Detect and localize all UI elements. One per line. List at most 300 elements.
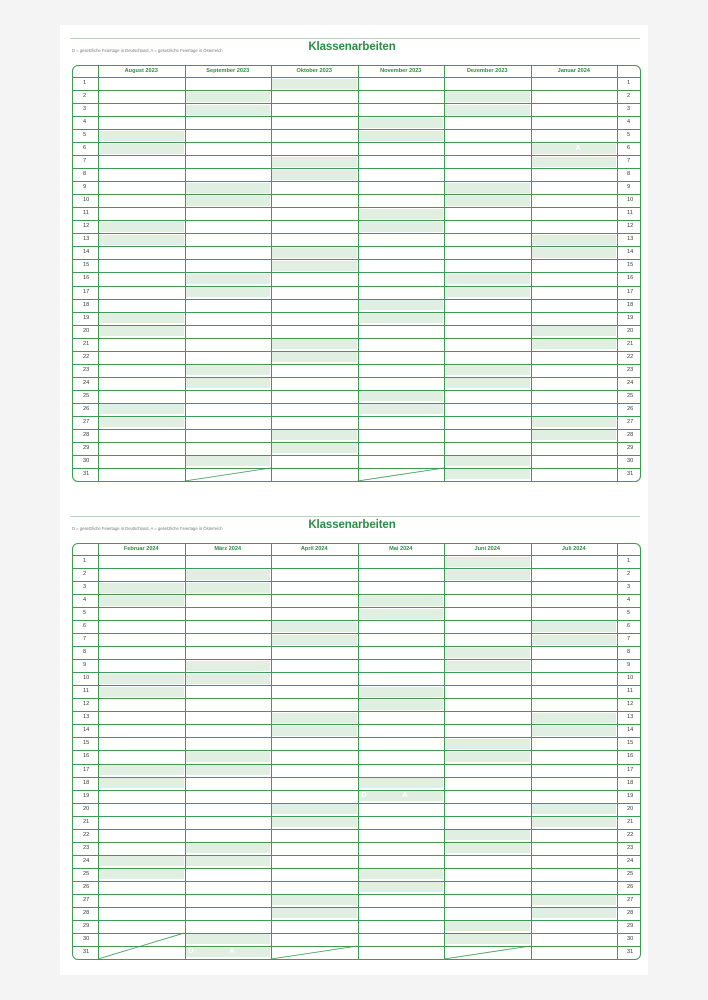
weekend-shade bbox=[99, 674, 184, 684]
weekend-shade bbox=[445, 934, 530, 944]
weekend-shade bbox=[99, 131, 184, 141]
weekend-shade bbox=[532, 908, 617, 918]
row-rule bbox=[73, 803, 640, 804]
weekend-shade bbox=[445, 365, 530, 375]
row-rule bbox=[73, 246, 640, 247]
day-number-left: 4 bbox=[83, 597, 87, 604]
day-number-right: 5 bbox=[627, 610, 631, 617]
day-number-right: 24 bbox=[627, 379, 634, 386]
weekend-shade bbox=[272, 261, 357, 271]
day-number-right: 19 bbox=[627, 792, 634, 799]
column-rule bbox=[617, 544, 618, 959]
weekend-shade bbox=[445, 557, 530, 567]
weekend-shade bbox=[359, 391, 444, 401]
day-number-left: 15 bbox=[83, 262, 90, 269]
page-title: Klassenarbeiten bbox=[308, 41, 396, 53]
weekend-shade bbox=[445, 456, 530, 466]
column-rule bbox=[271, 544, 272, 959]
day-number-left: 24 bbox=[83, 379, 90, 386]
weekend-shade bbox=[272, 443, 357, 453]
day-number-right: 1 bbox=[627, 80, 631, 86]
weekend-shade bbox=[99, 765, 184, 775]
weekend-shade bbox=[99, 313, 184, 323]
weekend-shade bbox=[445, 661, 530, 671]
row-rule bbox=[73, 286, 640, 287]
weekend-shade bbox=[532, 157, 617, 167]
day-number-right: 30 bbox=[627, 457, 634, 464]
weekend-shade bbox=[272, 352, 357, 362]
day-number-left: 18 bbox=[83, 779, 90, 786]
row-rule bbox=[73, 312, 640, 313]
weekend-shade bbox=[445, 570, 530, 580]
weekend-shade bbox=[359, 700, 444, 710]
weekend-shade bbox=[186, 661, 271, 671]
column-rule bbox=[444, 544, 445, 959]
weekend-shade bbox=[532, 804, 617, 814]
calendar-page bbox=[60, 25, 648, 975]
day-number-left: 2 bbox=[83, 571, 87, 578]
day-number-right: 19 bbox=[627, 314, 634, 321]
weekend-shade bbox=[186, 378, 271, 388]
weekend-shade bbox=[272, 713, 357, 723]
weekend-shade bbox=[359, 222, 444, 232]
row-rule bbox=[73, 777, 640, 778]
day-number-left: 8 bbox=[83, 171, 87, 178]
strike-line bbox=[271, 946, 358, 959]
day-number-left: 11 bbox=[83, 688, 89, 695]
calendar-grid bbox=[72, 543, 641, 960]
weekend-shade bbox=[445, 921, 530, 931]
weekend-shade bbox=[359, 209, 444, 219]
month-header: März 2024 bbox=[214, 546, 242, 552]
row-rule bbox=[73, 181, 640, 182]
weekend-shade bbox=[445, 830, 530, 840]
row-rule bbox=[73, 403, 640, 404]
weekend-shade bbox=[445, 469, 530, 479]
holiday-mark-a: A bbox=[489, 392, 495, 400]
weekend-shade bbox=[272, 895, 357, 905]
weekend-shade bbox=[359, 404, 444, 414]
holiday-mark-d: D bbox=[188, 948, 194, 956]
holiday-mark-a: A bbox=[402, 935, 408, 943]
row-rule bbox=[73, 816, 640, 817]
day-number-right: 7 bbox=[627, 636, 631, 643]
day-number-right: 21 bbox=[627, 818, 634, 825]
holiday-mark-d: D bbox=[448, 405, 454, 413]
day-number-left: 21 bbox=[83, 818, 90, 825]
day-number-left: 12 bbox=[83, 701, 90, 708]
day-number-right: 14 bbox=[627, 727, 634, 734]
row-rule bbox=[73, 581, 640, 582]
divider-line bbox=[70, 38, 640, 39]
day-number-right: 6 bbox=[627, 623, 631, 630]
row-rule bbox=[73, 168, 640, 169]
column-rule bbox=[98, 544, 99, 959]
row-rule bbox=[73, 724, 640, 725]
day-number-right: 11 bbox=[627, 688, 633, 695]
month-header: November 2023 bbox=[380, 68, 422, 74]
column-rule bbox=[185, 66, 186, 481]
day-number-right: 2 bbox=[627, 93, 631, 100]
day-number-left: 18 bbox=[83, 301, 90, 308]
weekend-shade bbox=[445, 648, 530, 658]
day-number-left: 29 bbox=[83, 444, 90, 451]
day-number-left: 10 bbox=[83, 197, 90, 204]
weekend-shade bbox=[99, 856, 184, 866]
day-number-left: 1 bbox=[83, 558, 87, 564]
row-rule bbox=[73, 155, 640, 156]
row-rule bbox=[73, 829, 640, 830]
weekend-shade bbox=[272, 170, 357, 180]
day-number-right: 4 bbox=[627, 119, 631, 126]
weekend-shade bbox=[532, 144, 617, 154]
day-number-right: 9 bbox=[627, 662, 631, 669]
holiday-mark-d: D bbox=[361, 792, 367, 800]
row-rule bbox=[73, 711, 640, 712]
day-number-right: 17 bbox=[627, 288, 634, 295]
day-number-right: 23 bbox=[627, 844, 634, 851]
day-number-left: 13 bbox=[83, 236, 90, 243]
column-rule bbox=[271, 66, 272, 481]
day-number-right: 21 bbox=[627, 340, 634, 347]
day-number-left: 14 bbox=[83, 249, 90, 256]
day-number-left: 9 bbox=[83, 662, 87, 669]
day-number-left: 26 bbox=[83, 883, 90, 890]
day-number-left: 31 bbox=[83, 948, 90, 955]
month-header: Juni 2024 bbox=[474, 546, 500, 552]
day-number-left: 29 bbox=[83, 922, 90, 929]
day-number-right: 20 bbox=[627, 327, 634, 334]
weekend-shade bbox=[359, 131, 444, 141]
day-number-right: 9 bbox=[627, 184, 631, 191]
day-number-right: 29 bbox=[627, 922, 634, 929]
weekend-shade bbox=[272, 804, 357, 814]
day-number-right: 6 bbox=[627, 145, 631, 152]
holiday-mark-a: A bbox=[402, 79, 408, 87]
row-rule bbox=[73, 633, 640, 634]
weekend-shade bbox=[445, 105, 530, 115]
holiday-mark-a: A bbox=[575, 144, 581, 152]
header-rule bbox=[73, 555, 640, 556]
row-rule bbox=[73, 103, 640, 104]
day-number-left: 23 bbox=[83, 366, 90, 373]
month-header: Mai 2024 bbox=[389, 546, 413, 552]
day-number-right: 26 bbox=[627, 405, 634, 412]
day-number-right: 22 bbox=[627, 353, 634, 360]
row-rule bbox=[73, 455, 640, 456]
weekend-shade bbox=[532, 713, 617, 723]
holiday-mark-a: A bbox=[316, 405, 322, 413]
weekend-shade bbox=[99, 778, 184, 788]
divider-line bbox=[70, 516, 640, 517]
row-rule bbox=[73, 416, 640, 417]
day-number-right: 16 bbox=[627, 753, 634, 760]
weekend-shade bbox=[99, 144, 184, 154]
row-rule bbox=[73, 620, 640, 621]
day-number-left: 5 bbox=[83, 132, 87, 139]
day-number-right: 16 bbox=[627, 275, 634, 282]
weekend-shade bbox=[272, 157, 357, 167]
weekend-shade bbox=[445, 752, 530, 762]
weekend-shade bbox=[186, 365, 271, 375]
row-rule bbox=[73, 568, 640, 569]
weekend-shade bbox=[186, 105, 271, 115]
holiday-mark-d: D bbox=[534, 79, 540, 87]
day-number-right: 28 bbox=[627, 431, 634, 438]
weekend-shade bbox=[186, 947, 271, 957]
holiday-mark-d: D bbox=[188, 922, 194, 930]
strike-line bbox=[185, 468, 272, 481]
row-rule bbox=[73, 325, 640, 326]
weekend-shade bbox=[272, 339, 357, 349]
holiday-legend: D = gesetzliche Feiertage in Deutschland, A = gesetzliche Feiertage in Österreich bbox=[72, 526, 223, 531]
row-rule bbox=[73, 881, 640, 882]
row-rule bbox=[73, 442, 640, 443]
row-rule bbox=[73, 790, 640, 791]
day-number-right: 31 bbox=[627, 470, 634, 477]
weekend-shade bbox=[99, 222, 184, 232]
day-number-left: 19 bbox=[83, 792, 90, 799]
column-rule bbox=[98, 66, 99, 481]
day-number-left: 9 bbox=[83, 184, 87, 191]
day-number-left: 17 bbox=[83, 288, 90, 295]
holiday-mark-a: A bbox=[229, 948, 235, 956]
month-header: September 2023 bbox=[206, 68, 250, 74]
row-rule bbox=[73, 594, 640, 595]
day-number-left: 15 bbox=[83, 740, 90, 747]
row-rule bbox=[73, 390, 640, 391]
day-number-right: 22 bbox=[627, 831, 634, 838]
day-number-left: 16 bbox=[83, 275, 90, 282]
weekend-shade bbox=[445, 287, 530, 297]
day-number-right: 8 bbox=[627, 171, 631, 178]
holiday-mark-d: D bbox=[361, 661, 367, 669]
weekend-shade bbox=[532, 235, 617, 245]
day-number-right: 26 bbox=[627, 883, 634, 890]
weekend-shade bbox=[272, 817, 357, 827]
weekend-shade bbox=[186, 92, 271, 102]
weekend-shade bbox=[445, 843, 530, 853]
day-number-left: 22 bbox=[83, 831, 90, 838]
day-number-left: 27 bbox=[83, 896, 90, 903]
day-number-left: 6 bbox=[83, 623, 87, 630]
day-number-left: 21 bbox=[83, 340, 90, 347]
holiday-mark-a: A bbox=[489, 170, 495, 178]
holiday-mark-a: A bbox=[489, 405, 495, 413]
day-number-right: 27 bbox=[627, 418, 634, 425]
column-rule bbox=[617, 66, 618, 481]
row-rule bbox=[73, 659, 640, 660]
strike-line bbox=[444, 946, 531, 959]
weekend-shade bbox=[532, 726, 617, 736]
weekend-shade bbox=[532, 817, 617, 827]
weekend-shade bbox=[445, 274, 530, 284]
day-number-left: 20 bbox=[83, 327, 90, 334]
weekend-shade bbox=[532, 326, 617, 336]
weekend-shade bbox=[99, 404, 184, 414]
day-number-right: 14 bbox=[627, 249, 634, 256]
day-number-left: 1 bbox=[83, 80, 87, 86]
holiday-mark-a: A bbox=[575, 79, 581, 87]
day-number-right: 12 bbox=[627, 701, 634, 708]
holiday-mark-d: D bbox=[275, 105, 281, 113]
day-number-left: 3 bbox=[83, 584, 87, 591]
day-number-right: 25 bbox=[627, 392, 634, 399]
day-number-left: 26 bbox=[83, 405, 90, 412]
weekend-shade bbox=[99, 326, 184, 336]
weekend-shade bbox=[359, 882, 444, 892]
weekend-shade bbox=[272, 430, 357, 440]
row-rule bbox=[73, 142, 640, 143]
weekend-shade bbox=[359, 687, 444, 697]
day-number-left: 13 bbox=[83, 714, 90, 721]
weekend-shade bbox=[99, 596, 184, 606]
day-number-left: 28 bbox=[83, 909, 90, 916]
weekend-shade bbox=[359, 609, 444, 619]
weekend-shade bbox=[186, 456, 271, 466]
day-number-right: 15 bbox=[627, 740, 634, 747]
row-rule bbox=[73, 672, 640, 673]
day-number-left: 28 bbox=[83, 431, 90, 438]
header-rule bbox=[73, 77, 640, 78]
row-rule bbox=[73, 207, 640, 208]
day-number-right: 27 bbox=[627, 896, 634, 903]
day-number-left: 16 bbox=[83, 753, 90, 760]
weekend-shade bbox=[532, 622, 617, 632]
weekend-shade bbox=[272, 622, 357, 632]
row-rule bbox=[73, 90, 640, 91]
column-rule bbox=[185, 544, 186, 959]
row-rule bbox=[73, 338, 640, 339]
holiday-legend: D = gesetzliche Feiertage in Deutschland, A = gesetzliche Feiertage in Österreich bbox=[72, 48, 223, 53]
day-number-right: 23 bbox=[627, 366, 634, 373]
holiday-mark-a: A bbox=[402, 792, 408, 800]
day-number-right: 2 bbox=[627, 571, 631, 578]
day-number-left: 20 bbox=[83, 805, 90, 812]
holiday-mark-a: A bbox=[143, 261, 149, 269]
holiday-mark-a: A bbox=[316, 557, 322, 565]
day-number-left: 17 bbox=[83, 766, 90, 773]
row-rule bbox=[73, 351, 640, 352]
weekend-shade bbox=[359, 791, 444, 801]
day-number-right: 25 bbox=[627, 870, 634, 877]
weekend-shade bbox=[272, 635, 357, 645]
weekend-shade bbox=[359, 313, 444, 323]
weekend-shade bbox=[186, 287, 271, 297]
weekend-shade bbox=[532, 339, 617, 349]
day-number-left: 25 bbox=[83, 870, 90, 877]
day-number-right: 3 bbox=[627, 584, 631, 591]
weekend-shade bbox=[445, 739, 530, 749]
weekend-shade bbox=[186, 674, 271, 684]
holiday-mark-d: D bbox=[448, 392, 454, 400]
day-number-right: 3 bbox=[627, 106, 631, 113]
row-rule bbox=[73, 894, 640, 895]
row-rule bbox=[73, 842, 640, 843]
row-rule bbox=[73, 607, 640, 608]
holiday-mark-d: D bbox=[275, 557, 281, 565]
day-number-right: 7 bbox=[627, 158, 631, 165]
day-number-right: 18 bbox=[627, 779, 634, 786]
month-header: Januar 2024 bbox=[557, 68, 590, 74]
calendar-grid bbox=[72, 65, 641, 482]
weekend-shade bbox=[359, 118, 444, 128]
day-number-left: 27 bbox=[83, 418, 90, 425]
row-rule bbox=[73, 685, 640, 686]
row-rule bbox=[73, 233, 640, 234]
day-number-right: 15 bbox=[627, 262, 634, 269]
day-number-left: 4 bbox=[83, 119, 87, 126]
row-rule bbox=[73, 194, 640, 195]
column-rule bbox=[358, 544, 359, 959]
day-number-left: 8 bbox=[83, 649, 87, 656]
weekend-shade bbox=[186, 570, 271, 580]
weekend-shade bbox=[186, 274, 271, 284]
weekend-shade bbox=[99, 235, 184, 245]
weekend-shade bbox=[272, 79, 357, 89]
day-number-right: 10 bbox=[627, 197, 634, 204]
day-number-right: 31 bbox=[627, 948, 634, 955]
weekend-shade bbox=[359, 300, 444, 310]
row-rule bbox=[73, 855, 640, 856]
weekend-shade bbox=[532, 895, 617, 905]
day-number-right: 1 bbox=[627, 558, 631, 564]
weekend-shade bbox=[532, 248, 617, 258]
weekend-shade bbox=[532, 635, 617, 645]
weekend-shade bbox=[186, 765, 271, 775]
day-number-right: 8 bbox=[627, 649, 631, 656]
month-header: August 2023 bbox=[124, 68, 158, 74]
day-number-right: 17 bbox=[627, 766, 634, 773]
weekend-shade bbox=[186, 856, 271, 866]
day-number-left: 19 bbox=[83, 314, 90, 321]
day-number-left: 3 bbox=[83, 106, 87, 113]
day-number-left: 7 bbox=[83, 158, 87, 165]
holiday-mark-d: D bbox=[361, 557, 367, 565]
weekend-shade bbox=[272, 908, 357, 918]
day-number-left: 12 bbox=[83, 223, 90, 230]
row-rule bbox=[73, 920, 640, 921]
column-rule bbox=[531, 66, 532, 481]
day-number-right: 4 bbox=[627, 597, 631, 604]
weekend-shade bbox=[186, 752, 271, 762]
day-number-left: 5 bbox=[83, 610, 87, 617]
weekend-shade bbox=[99, 687, 184, 697]
weekend-shade bbox=[359, 778, 444, 788]
day-number-right: 11 bbox=[627, 210, 633, 217]
day-number-left: 31 bbox=[83, 470, 90, 477]
day-number-right: 10 bbox=[627, 675, 634, 682]
holiday-mark-a: A bbox=[402, 661, 408, 669]
weekend-shade bbox=[99, 869, 184, 879]
row-rule bbox=[73, 946, 640, 947]
weekend-shade bbox=[99, 417, 184, 427]
day-number-left: 6 bbox=[83, 145, 87, 152]
holiday-mark-a: A bbox=[402, 557, 408, 565]
row-rule bbox=[73, 377, 640, 378]
day-number-right: 5 bbox=[627, 132, 631, 139]
day-number-left: 23 bbox=[83, 844, 90, 851]
holiday-mark-d: D bbox=[361, 805, 367, 813]
row-rule bbox=[73, 646, 640, 647]
row-rule bbox=[73, 750, 640, 751]
month-header: April 2024 bbox=[300, 546, 328, 552]
row-rule bbox=[73, 220, 640, 221]
day-number-left: 30 bbox=[83, 457, 90, 464]
weekend-shade bbox=[445, 92, 530, 102]
weekend-shade bbox=[359, 596, 444, 606]
row-rule bbox=[73, 272, 640, 273]
